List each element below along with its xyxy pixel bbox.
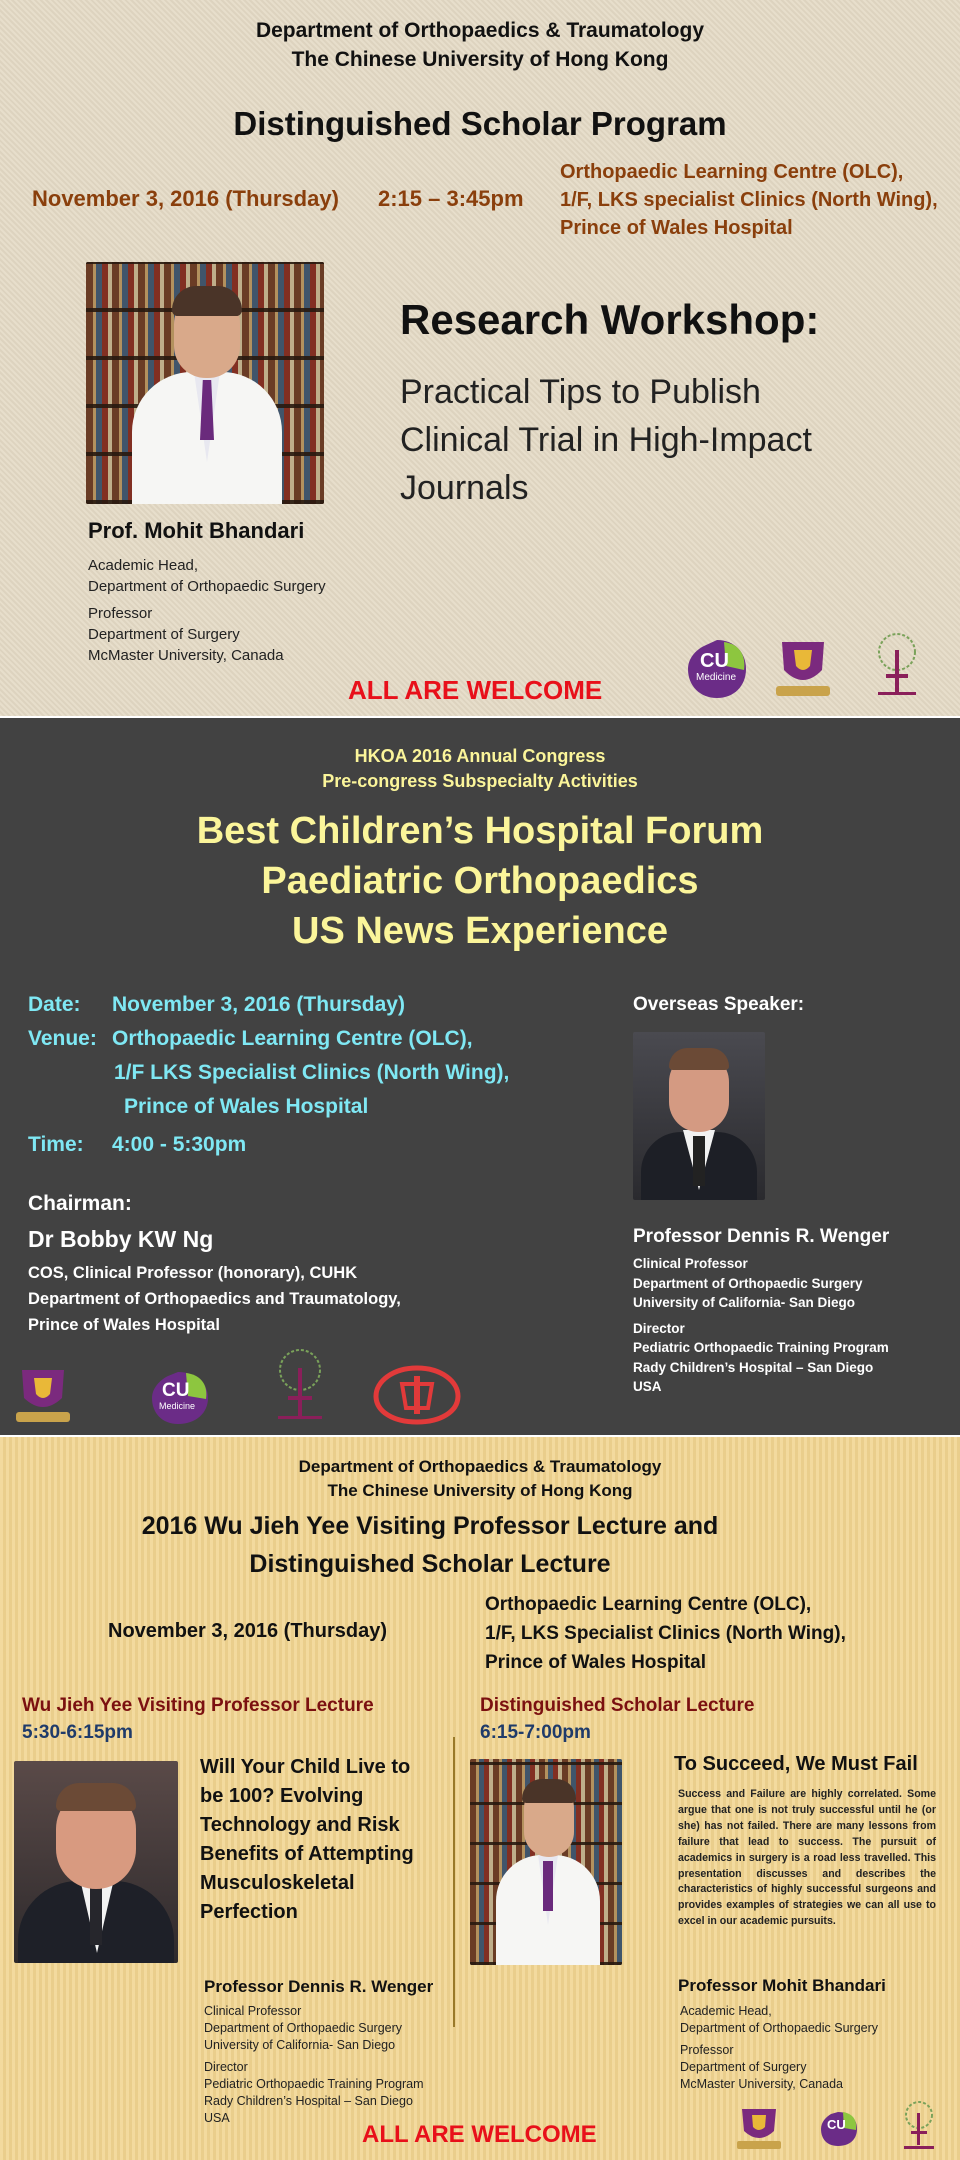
affiliation-line: McMaster University, Canada [680,2077,844,2091]
right-lecture-heading: Distinguished Scholar Lecture [480,1695,755,1716]
subtitle-line: Practical Tips to Publish [400,373,761,411]
overseas-speaker-photo [633,1032,765,1200]
forum-title-line: US News Experience [292,910,668,952]
affiliation-line: Pediatric Orthopaedic Training Program [633,1340,889,1355]
topic-line: Technology and Risk [200,1814,400,1836]
affiliation-line: Department of Surgery [88,626,240,643]
time-value: 4:00 - 5:30pm [112,1133,247,1156]
forum-title [0,806,960,956]
forum-title-line: Paediatric Orthopaedics [261,860,699,902]
cu-medicine-logo [818,2109,860,2149]
affiliation-line: Department of Orthopaedic Surgery [680,2021,879,2035]
university-name: The Chinese University of Hong Kong [291,48,669,71]
affiliation-line: Department of Orthopaedic Surgery [204,2021,403,2035]
dept-header [0,1455,960,1503]
affiliation-line: Department of Surgery [680,2060,807,2074]
speaker-name: Prof. Mohit Bhandari [88,518,305,543]
program-title: Distinguished Scholar Program [233,105,727,142]
dept-name: Department of Orthopaedics & Traumatology [255,19,705,42]
lecture-title-line: Distinguished Scholar Lecture [249,1550,611,1578]
speaker-photo [86,262,324,504]
affiliation-line: Department of Orthopaedic Surgery [88,578,326,595]
cuhk-crest-icon [12,1366,74,1428]
affiliation-line: Professor [680,2043,734,2057]
left-lecture-time: 5:30-6:15pm [22,1722,133,1743]
overseas-speaker-label: Overseas Speaker: [633,994,805,1015]
date-value: November 3, 2016 (Thursday) [112,993,405,1016]
poster-research-workshop [0,0,960,716]
affiliation-line: McMaster University, Canada [88,647,284,664]
right-lecture-topic: To Succeed, We Must Fail [674,1753,918,1775]
venue-line: Prince of Wales Hospital [485,1652,707,1673]
cuhk-crest-icon [734,2107,784,2153]
left-speaker-photo [14,1761,178,1963]
affiliation-line: Department of Orthopaedic Surgery [633,1275,863,1291]
event-details [28,988,509,1162]
workshop-title: Research Workshop: [400,296,820,343]
affiliation-line: Rady Children’s Hospital – San Diego [204,2094,413,2108]
dept-header [0,16,960,74]
cuhk-crest-icon [772,636,834,702]
venue-line: 1/F, LKS Specialist Clinics (North Wing), [485,1623,846,1644]
left-lecture-topic [200,1753,414,1927]
date-label: Date: [28,993,81,1016]
lecture-title [0,1507,910,1583]
venue-value: Prince of Wales Hospital [124,1095,369,1118]
venue-line: Prince of Wales Hospital [560,217,793,239]
topic-line: Will Your Child Live to [200,1756,411,1778]
speaker-affiliation [88,555,326,666]
hospital-emblem-icon [372,1364,462,1426]
right-lecture-time: 6:15-7:00pm [480,1722,591,1743]
affiliation-line: Director [204,2060,248,2074]
poster-visiting-professor [0,1437,960,2160]
cu-medicine-logo [148,1368,212,1428]
subtitle-line: Clinical Trial in High-Impact [400,421,812,459]
event-venue [560,158,938,242]
tree-emblem-icon [872,630,922,702]
column-divider [453,1737,455,2027]
topic-line: Musculoskeletal [200,1872,355,1894]
affiliation-line: Clinical Professor [204,2004,302,2018]
event-venue [485,1590,846,1677]
university-name: The Chinese University of Hong Kong [327,1481,633,1500]
welcome-banner: ALL ARE WELCOME [362,2121,597,2148]
forum-title-line: Best Children’s Hospital Forum [196,810,764,852]
logo-subtext: Medicine [159,1401,196,1411]
event-date: November 3, 2016 (Thursday) [32,186,339,211]
cu-medicine-logo [684,636,750,702]
chairman-affiliation [28,1260,401,1338]
tree-emblem-icon [900,2099,938,2153]
workshop-subtitle [400,368,812,512]
topic-line: Perfection [200,1901,298,1923]
logo-text: CU [162,1380,190,1401]
venue-line: Orthopaedic Learning Centre (OLC), [560,161,904,183]
right-speaker-photo [470,1759,622,1965]
venue-label: Venue: [28,1027,97,1050]
affiliation-line: University of California- San Diego [633,1295,856,1310]
time-label: Time: [28,1133,84,1156]
venue-value: Orthopaedic Learning Centre (OLC), [112,1027,473,1050]
affiliation-line: Director [633,1320,685,1336]
welcome-banner: ALL ARE WELCOME [348,675,603,705]
overseas-speaker-name: Professor Dennis R. Wenger [633,1226,890,1247]
left-speaker-name: Professor Dennis R. Wenger [204,1977,434,1996]
topic-line: be 100? Evolving [200,1785,364,1807]
affiliation-line: Academic Head, [88,557,199,574]
event-date: November 3, 2016 (Thursday) [108,1620,387,1642]
affiliation-line: USA [633,1379,662,1394]
right-speaker-name: Professor Mohit Bhandari [678,1976,886,1995]
logo-text: CU [827,2117,846,2132]
affiliation-line: Pediatric Orthopaedic Training Program [204,2077,424,2091]
affiliation-line: Department of Orthopaedics and Traumatology, [28,1290,401,1308]
affiliation-line: Clinical Professor [633,1256,748,1271]
left-lecture-heading: Wu Jieh Yee Visiting Professor Lecture [22,1695,374,1716]
overseas-speaker-affiliation [633,1254,889,1397]
affiliation-line: COS, Clinical Professor (honorary), CUHK [28,1264,358,1282]
venue-value: 1/F LKS Specialist Clinics (North Wing), [114,1061,510,1084]
topic-line: Benefits of Attempting [200,1843,414,1865]
chairman-label: Chairman: [28,1192,132,1215]
affiliation-line: Academic Head, [680,2004,772,2018]
subtitle-line: Journals [400,469,529,507]
chairman-name: Dr Bobby KW Ng [28,1226,214,1252]
poster-childrens-forum [0,718,960,1435]
left-speaker-affiliation [204,2003,424,2127]
lecture-title-line: 2016 Wu Jieh Yee Visiting Professor Lecture and [141,1512,719,1540]
dept-name: Department of Orthopaedics & Traumatology [298,1457,662,1476]
affiliation-line: Prince of Wales Hospital [28,1316,220,1334]
affiliation-line: Rady Children’s Hospital – San Diego [633,1359,874,1375]
venue-line: Orthopaedic Learning Centre (OLC), [485,1594,812,1615]
venue-line: 1/F, LKS specialist Clinics (North Wing), [560,189,938,211]
congress-title: HKOA 2016 Annual Congress [354,746,606,766]
event-time: 2:15 – 3:45pm [378,186,524,211]
logo-text: CU [700,650,729,672]
tree-emblem-icon [272,1346,328,1426]
right-lecture-abstract: Success and Failure are highly correlated. Some argue that one is not truly successful until he (or she) has not failed. There are many lessons from failure that lead to success. The pursuit of academics in surgery is a road less travelled. This presentation discusses and describes the characteristics of highly successful surgeons and provides examples of strategies we can all use to excel in our academic pursuits. [678,1788,936,1928]
affiliation-line: USA [204,2111,230,2125]
affiliation-line: Professor [88,605,153,622]
congress-subtitle: Pre-congress Subspecialty Activities [322,771,638,791]
right-speaker-affiliation [680,2003,878,2093]
congress-header [0,744,960,794]
affiliation-line: University of California- San Diego [204,2038,396,2052]
logo-subtext: Medicine [696,672,737,683]
